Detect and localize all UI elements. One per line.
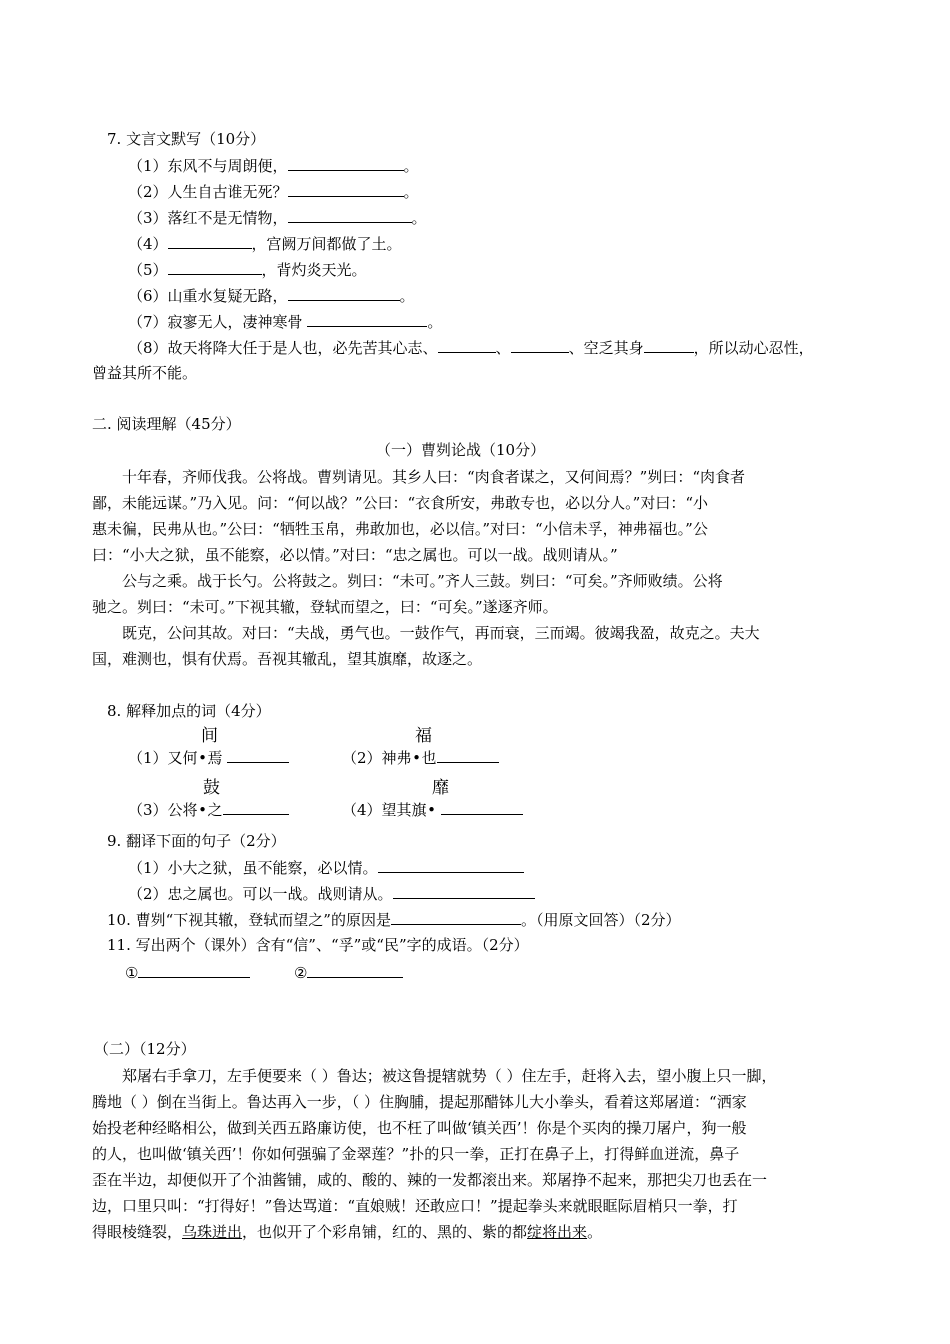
- q11-marker-1: ①: [125, 964, 139, 982]
- q8-item-2-text: （2）神弗: [342, 749, 412, 767]
- q11-title: 11. 写出两个（课外）含有“信”、“孚”或“民”字的成语。（2分）: [107, 936, 529, 954]
- q9-item-1: [128, 857, 524, 878]
- q7-item-4: [128, 233, 402, 254]
- q7-item-8-text: （8）故天将降大任于是人也，必先苦其心志、: [128, 339, 438, 357]
- q9-item-2-text: （2）忠之属也。可以一战。战则请从。: [128, 885, 393, 903]
- answer-blank[interactable]: [138, 962, 250, 978]
- q10-text-end: 。（用原文回答）（2分）: [520, 911, 681, 929]
- q11-answers: [125, 962, 403, 983]
- answer-blank[interactable]: [441, 799, 523, 815]
- q7-item-4-text: （4）: [128, 235, 168, 253]
- answer-blank[interactable]: [644, 337, 694, 353]
- answer-blank[interactable]: [227, 747, 289, 763]
- q7-item-1-end: 。: [403, 157, 419, 175]
- passage-line: 公与之乘。战于长勺。公将鼓之。刿曰：“未可。”齐人三鼓。刿曰：“可矣。”齐师败绩。公将: [122, 572, 723, 590]
- q8-item-3-text: （3）公将: [128, 801, 198, 819]
- q10: [107, 909, 681, 930]
- answer-blank[interactable]: [288, 207, 412, 223]
- passage-line: 歪在半边，却便似开了个油酱铺，咸的、酸的、辣的一发都滚出来。郑屠挣不起来，那把尖刀也丢在一: [92, 1171, 768, 1189]
- q7-item-2-text: （2）人生自古谁无死？: [128, 183, 288, 201]
- q7-item-8-sep: 、: [495, 339, 511, 357]
- passage-line: 十年春，齐师伐我。公将战。曹刿请见。其乡人曰：“肉食者谋之，又何间焉？”刿曰：“肉食者: [122, 468, 746, 486]
- underlined-phrase: 乌珠迸出: [182, 1223, 243, 1241]
- passage-text: ，也似开了个彩帛铺，红的、黑的、紫的都: [242, 1223, 528, 1241]
- dot-marker: •: [198, 801, 207, 819]
- q11-marker-2: ②: [294, 964, 308, 982]
- q9-item-1-text: （1）小大之狱，虽不能察，必以情。: [128, 859, 378, 877]
- section2-title: 二. 阅读理解（45分）: [92, 415, 241, 433]
- q8-item-1: [128, 747, 289, 768]
- q7-item-3-text: （3）落红不是无情物，: [128, 209, 288, 227]
- answer-blank[interactable]: [378, 857, 524, 873]
- passage-line: 国，难测也，惧有伏焉。吾视其辙乱，望其旗靡，故逐之。: [92, 650, 483, 668]
- answer-blank[interactable]: [437, 747, 499, 763]
- q8-item-3: [128, 799, 289, 820]
- q7-item-7: [128, 311, 442, 332]
- q8-item-4: [342, 799, 523, 820]
- q7-item-8-end: ，所以动心忍性，: [693, 339, 814, 357]
- subsection1-title: （一）曹刿论战（10分）: [376, 441, 546, 459]
- q7-item-2-end: 。: [403, 183, 419, 201]
- answer-blank[interactable]: [288, 181, 404, 197]
- q7-item-8: [128, 337, 814, 358]
- dot-marker: •: [412, 749, 421, 767]
- q7-item-7-end: 。: [427, 313, 443, 331]
- q8-title: 8. 解释加点的词（4分）: [107, 702, 271, 720]
- passage-line: 的人，也叫做‘镇关西’！你如何强骗了金翠莲？”扑的只一拳，正打在鼻子上，打得鲜血迸流，鼻子: [92, 1145, 740, 1163]
- passage-line: 始投老种经略相公，做到关西五路廉访使，也不枉了叫做‘镇关西’！你是个买肉的操刀屠户，狗一般: [92, 1119, 747, 1137]
- q8-item-4-text: （4）望其旗: [342, 801, 427, 819]
- passage-line: 腾地（ ）倒在当街上。鲁达再入一步，（ ）住胸脯，提起那醋钵儿大小拳头，看着这郑屠道：“洒家: [92, 1093, 747, 1111]
- passage-text: 。: [587, 1223, 603, 1241]
- subsection2-title: （二）（12分）: [94, 1040, 196, 1058]
- passage-line: [92, 1219, 872, 1245]
- q7-item-1-text: （1）东风不与周朗便，: [128, 157, 288, 175]
- q7-item-5: [128, 259, 367, 280]
- q8-word-3: 鼓: [203, 778, 220, 798]
- answer-blank[interactable]: [307, 962, 403, 978]
- passage-line: 郑屠右手拿刀，左手便要来（ ）鲁达；被这鲁提辖就势（ ）住左手，赶将入去，望小腹上只一脚，: [122, 1067, 777, 1085]
- dot-marker: •: [427, 801, 436, 819]
- answer-blank[interactable]: [438, 337, 496, 353]
- passage-line: 既克，公问其故。对曰：“夫战，勇气也。一鼓作气，再而衰，三而竭。彼竭我盈，故克之。夫大: [122, 624, 760, 642]
- answer-blank[interactable]: [223, 799, 289, 815]
- q7-item-2: [128, 181, 419, 202]
- q7-item-1: [128, 155, 419, 176]
- q10-text: 10. 曹刿“下视其辙，登轼而望之”的原因是: [107, 911, 391, 929]
- q8-item-2: [342, 747, 499, 768]
- q9-item-2: [128, 883, 535, 904]
- q9-title: 9. 翻译下面的句子（2分）: [107, 832, 286, 850]
- passage-line: 鄙，未能远谋。”乃入见。问：“何以战？”公曰：“衣食所安，弗敢专也，必以分人。”对曰：“小: [92, 494, 709, 512]
- passage-2: [92, 1063, 872, 1245]
- passage-line: 驰之。刿曰：“未可。”下视其辙，登轼而望之，曰：“可矣。”遂逐齐师。: [92, 598, 558, 616]
- dot-marker: •: [198, 749, 207, 767]
- q8-item-1-text: 焉: [207, 749, 223, 767]
- underlined-phrase: 绽将出来: [527, 1223, 588, 1241]
- q8-word-2: 福: [415, 726, 432, 746]
- answer-blank[interactable]: [393, 883, 535, 899]
- q7-item-7-text: （7）寂寥无人，凄神寒骨: [128, 313, 308, 331]
- q8-item-1-text: （1）又何: [128, 749, 198, 767]
- passage-line: 惠未徧，民弗从也。”公曰：“牺牲玉帛，弗敢加也，必以信。”对曰：“小信未孚，神弗福也。”公: [92, 520, 708, 538]
- passage-line: 边，口里只叫：“打得好！”鲁达骂道：“直娘贼！还敢应口！”提起拳头来就眼眶际眉梢只一拳，打: [92, 1197, 738, 1215]
- q7-item-4-end: ，宫阙万间都做了土。: [251, 235, 402, 253]
- q7-item-6-text: （6）山重水复疑无路，: [128, 287, 288, 305]
- passage-line: 曰：“小大之狱，虽不能察，必以情。”对曰：“忠之属也。可以一战。战则请从。”: [92, 546, 618, 564]
- answer-blank[interactable]: [511, 337, 569, 353]
- q8-word-1: 间: [201, 726, 218, 746]
- answer-blank[interactable]: [288, 155, 404, 171]
- answer-blank[interactable]: [307, 311, 427, 327]
- q7-item-6-end: 。: [399, 287, 415, 305]
- answer-blank[interactable]: [168, 233, 252, 249]
- q7-title: 7. 文言文默写（10分）: [107, 130, 266, 148]
- passage-text: 得眼棱缝裂，: [92, 1223, 183, 1241]
- q8-item-2-text: 也: [421, 749, 437, 767]
- q7-item-8-cont: 曾益其所不能。: [92, 364, 198, 382]
- q8-word-4: 靡: [432, 778, 449, 798]
- q7-item-8-sep: 、空乏其身: [568, 339, 644, 357]
- q7-item-5-end: ，背灼炎天光。: [261, 261, 367, 279]
- q7-item-6: [128, 285, 415, 306]
- q7-item-3: [128, 207, 427, 228]
- answer-blank[interactable]: [288, 285, 400, 301]
- answer-blank[interactable]: [168, 259, 262, 275]
- passage: [92, 464, 872, 672]
- answer-blank[interactable]: [391, 909, 521, 925]
- q8-item-3-text: 之: [207, 801, 223, 819]
- q7-item-3-end: 。: [411, 209, 427, 227]
- q7-item-5-text: （5）: [128, 261, 168, 279]
